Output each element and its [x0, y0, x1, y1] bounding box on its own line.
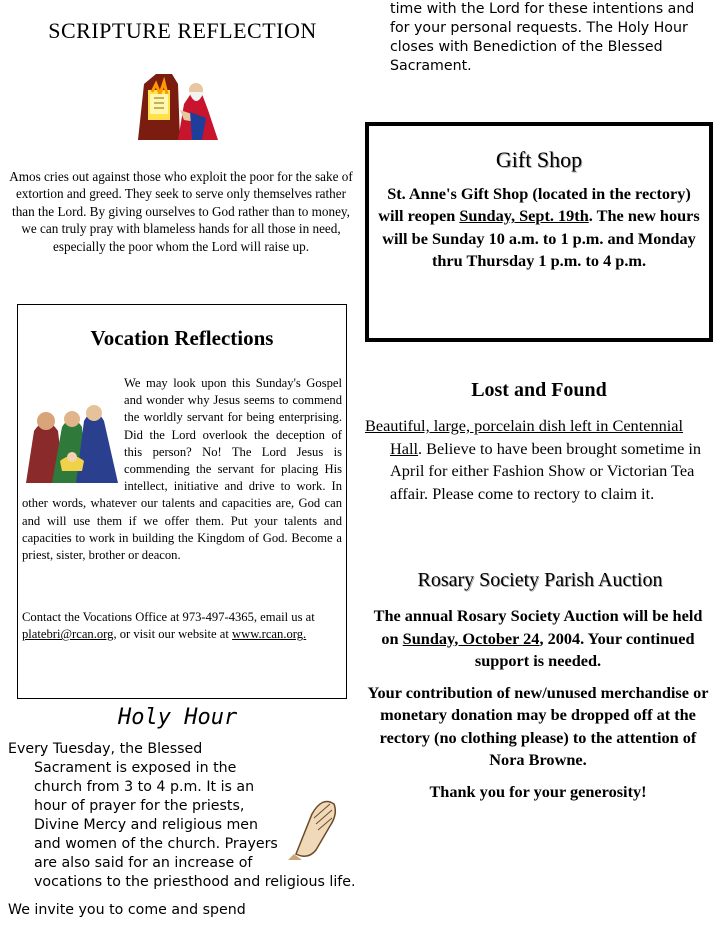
vocation-email-link[interactable]: platebri@rcan.org	[22, 627, 114, 642]
contact-text-middle: , or visit our website at	[113, 627, 233, 642]
lost-and-found-body	[365, 415, 710, 505]
rosary-auction-date: Sunday, October 24	[402, 628, 540, 648]
vocation-contact	[22, 609, 342, 643]
praying-hands-icon	[282, 790, 354, 862]
vocation-reflections-text: We may look upon this Sunday's Gospel and wonder why Jesus seems to commend the worldly servant for being enterprising. Did the Lord overlook the deception of this person? No! The Lord Jesus is commending the servant for placing His intellect, initiative and drive to work. In other words, whatever our talents and capacities are, God can and will use them if we offer them. Put your talents and capacities to work in building the Kingdom of God. Become a priest, sister, brother or deacon.	[22, 376, 342, 563]
rosary-p1-after: , 2004. Your continued support is needed.	[474, 628, 695, 670]
holy-hour-invite: We invite you to come and spend	[8, 902, 246, 918]
scripture-reflection-title: SCRIPTURE REFLECTION	[48, 18, 317, 43]
rosary-paragraph-1	[366, 605, 710, 673]
holy-hour-title: Holy Hour	[118, 705, 238, 730]
holy-hour-body	[8, 740, 358, 892]
moses-illustration	[134, 70, 220, 142]
lost-item-description: Beautiful, large, porcelain dish left in Centennial Hall	[365, 416, 683, 458]
holy-hour-continuation: time with the Lord for these intentions and for your personal requests. The Holy Hour closes with Benediction of the Blessed Sacrament.	[390, 1, 695, 74]
scripture-reflection-text: Amos cries out against those who exploit the poor for the sake of extortion and greed. They seek to serve only themselves rather than the Lord. By giving ourselves to God rather than to money, we can truly pray with blameless hands for all those in need, especially the poor whom the Lord will raise up.	[9, 169, 353, 254]
lost-and-found-text: . Believe to have been brought sometime in April for either Fashion Show or Victorian Tea affair. Please come to rectory to claim it.	[390, 438, 702, 503]
vocation-reflections-body	[22, 375, 342, 564]
contact-text-prefix: Contact the Vocations Office at 973-497-4365, email us at	[22, 610, 315, 624]
gift-shop-text-before: St. Anne's Gift Shop (located in the rectory) will reopen	[378, 184, 691, 226]
vocation-reflections-title: Vocation Reflections	[90, 326, 274, 350]
lost-and-found-title: Lost and Found	[471, 379, 607, 401]
gift-shop-text-after: . The new hours will be Sunday 10 a.m. to 1 p.m. and Monday thru Thursday 1 p.m. to 4 p.m.	[382, 206, 700, 271]
gift-shop-date: Sunday, Sept. 19th	[459, 206, 589, 226]
rosary-auction-body	[366, 605, 710, 812]
rosary-auction-title: Rosary Society Parish Auction	[417, 569, 663, 591]
holy-hour-text: Every Tuesday, the Blessed Sacrament is exposed in the church from 3 to 4 p.m. It is an hour of prayer for the priests, Divine Mercy and religious men and women of the church. Prayers are also said for an increase of vocations to the priesthood and religious life.	[8, 741, 356, 890]
gift-shop-title: Gift Shop	[495, 147, 583, 172]
rosary-thank-you: Thank you for your generosity!	[429, 781, 647, 801]
holy-family-illustration	[22, 391, 122, 486]
vocation-website-link[interactable]: www.rcan.org.	[232, 627, 307, 642]
gift-shop-body	[375, 183, 703, 273]
rosary-paragraph-2: Your contribution of new/unused merchandise or monetary donation may be dropped off at the rectory (no clothing please) to the attention of Nora Browne.	[367, 682, 709, 769]
rosary-p1-before: The annual Rosary Society Auction will be held on	[373, 606, 703, 648]
